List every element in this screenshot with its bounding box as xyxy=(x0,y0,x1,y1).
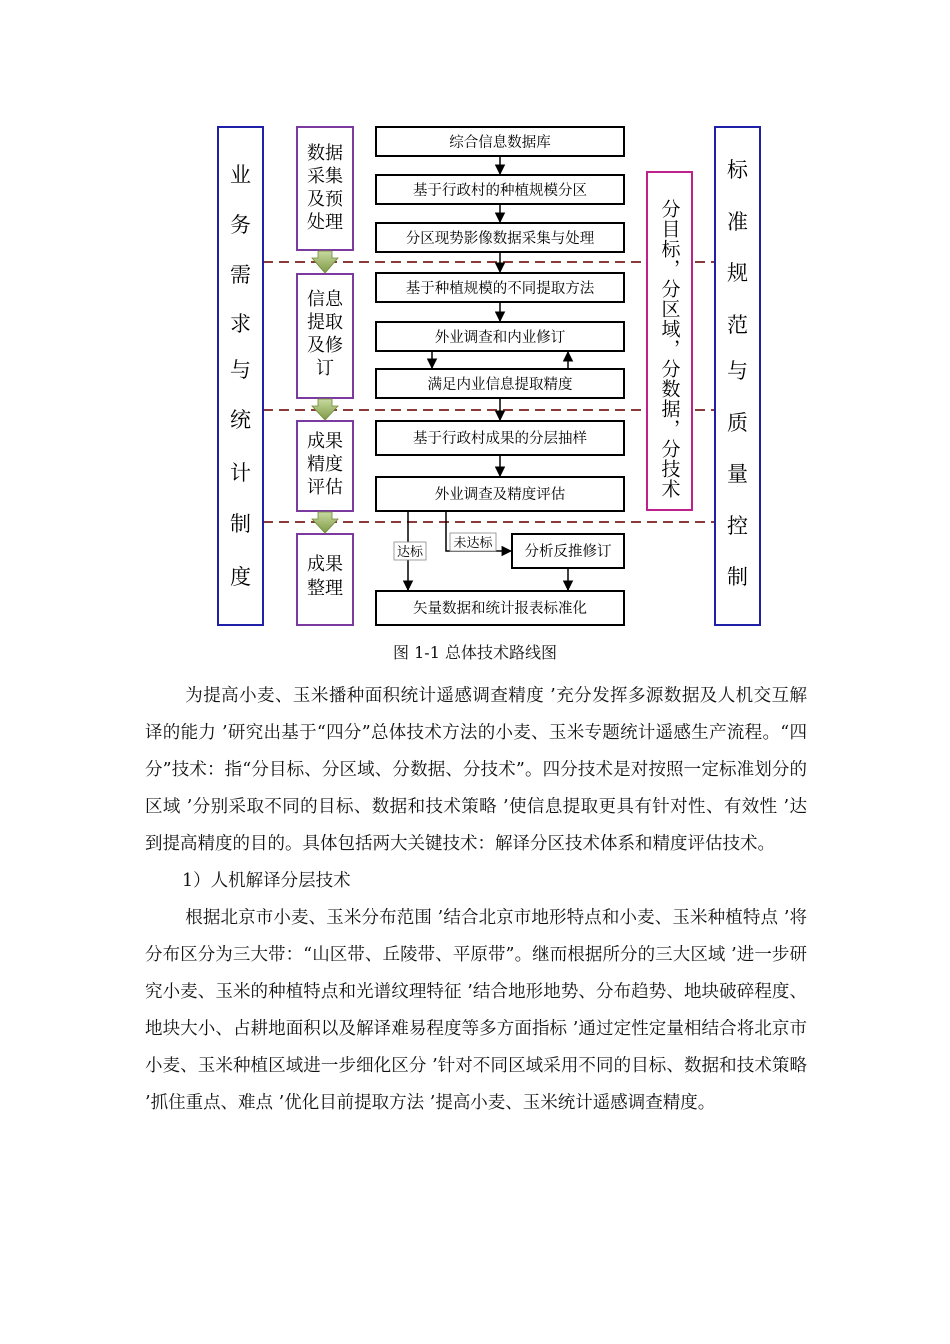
left-label-char: 务 xyxy=(230,213,251,237)
svg-text:数据: 数据 xyxy=(307,143,343,164)
left-label-char: 计 xyxy=(230,461,251,485)
right-label-char: 标 xyxy=(727,158,748,182)
flow-box-label: 分析反推修订 xyxy=(524,544,612,560)
left-label-char: 与 xyxy=(230,358,251,382)
left-label-char: 求 xyxy=(230,312,251,336)
svg-text:整理: 整理 xyxy=(307,578,343,599)
four-divisions-box xyxy=(647,172,692,510)
paragraph: 为提高小麦、玉米播种面积统计遥感调查精度 ’充分发挥多源数据及人机交互解译的能力 ’研究出基于“四分”总体技术方法的小麦、玉米专题统计遥感生产流程。“四分”技术：指“分目标、分区域、分数据、分技术”。四分技术是对按照一定标准划分的区域 ’分别采取不同的目标、数据和技术策略 ’使信息提取更具有针对性、有效性 ’达到提高精度的目的。具体包括两大关键技术：解译分区技术体系和精度评估技术。 xyxy=(145,686,807,854)
left-label-char: 统 xyxy=(230,408,251,432)
svg-text:未达标: 未达标 xyxy=(453,536,493,551)
branch-label-pass xyxy=(394,542,426,560)
svg-text:信息: 信息 xyxy=(307,289,343,310)
four-divisions-label: 分目标，分区域，分数据，分技术 xyxy=(658,199,681,499)
svg-text:达标: 达标 xyxy=(396,545,424,560)
stage-box-collect xyxy=(297,127,353,250)
green-down-arrow-icon xyxy=(312,251,338,273)
technical-roadmap-diagram xyxy=(0,0,950,640)
flow-box-label: 综合信息数据库 xyxy=(449,135,551,151)
stage-box-extract xyxy=(297,274,353,398)
flow-box-label: 基于行政村的种植规模分区 xyxy=(413,183,587,199)
right-label-char: 准 xyxy=(727,210,748,234)
flow-box-label: 基于行政村成果的分层抽样 xyxy=(413,431,587,447)
left-label-char: 需 xyxy=(230,263,251,287)
svg-text:订: 订 xyxy=(316,358,334,379)
svg-text:精度: 精度 xyxy=(307,454,343,475)
section-heading: 1）人机解译分层技术 xyxy=(182,871,351,891)
body-text xyxy=(145,678,807,1122)
left-label-char: 制 xyxy=(230,512,251,536)
green-down-arrow-icon xyxy=(312,512,338,533)
svg-text:及预: 及预 xyxy=(307,189,343,210)
stage-box-organize xyxy=(297,534,353,625)
svg-text:及修: 及修 xyxy=(307,335,343,356)
right-label-char: 范 xyxy=(727,313,748,337)
svg-text:处理: 处理 xyxy=(307,212,343,233)
left-label-char: 业 xyxy=(230,163,251,187)
svg-text:成果: 成果 xyxy=(307,554,343,575)
flow-box-label: 外业调查及精度评估 xyxy=(434,487,566,503)
flow-box-label: 满足内业信息提取精度 xyxy=(427,377,573,393)
right-label-char: 与 xyxy=(727,359,748,383)
right-label-char: 控 xyxy=(727,514,748,538)
flow-box-label: 矢量数据和统计报表标准化 xyxy=(413,601,587,617)
right-label-char: 质 xyxy=(727,411,748,435)
right-label-char: 制 xyxy=(727,565,748,589)
paragraph: 根据北京市小麦、玉米分布范围 ’结合北京市地形特点和小麦、玉米种植特点 ’将分布区分为三大带：“山区带、丘陵带、平原带”。继而根据所分的三大区域 ’进一步研究小麦、玉米的种植特点和光谱纹理特征 ’结合地形地势、分布趋势、地块破碎程度、地块大小、占耕地面积以及解译难易程度等多方面指标 ’通过定性定量相结合将北京市小麦、玉米种植区域进一步细化区分 ’针对不同区域采用不同的目标、数据和技术策略 ’抓住重点、难点 ’优化目前提取方法 ’提高小麦、玉米统计遥感调查精度。 xyxy=(145,908,807,1113)
svg-text:成果: 成果 xyxy=(307,431,343,452)
svg-text:提取: 提取 xyxy=(307,312,343,333)
green-down-arrow-icon xyxy=(312,399,338,420)
right-label-char: 量 xyxy=(727,462,748,486)
branch-label-fail xyxy=(450,533,496,551)
right-label-box xyxy=(715,127,760,625)
figure-caption: 图 1-1 总体技术路线图 xyxy=(393,643,557,662)
left-label-char: 度 xyxy=(230,565,251,589)
svg-text:评估: 评估 xyxy=(307,477,343,498)
flow-box-label: 分区现势影像数据采集与处理 xyxy=(405,231,595,247)
flow-box-label: 基于种植规模的不同提取方法 xyxy=(405,281,595,297)
flow-box-label: 外业调查和内业修订 xyxy=(434,330,566,346)
right-label-char: 规 xyxy=(727,261,748,285)
left-label-box xyxy=(218,127,263,625)
svg-text:采集: 采集 xyxy=(307,166,343,187)
stage-box-assess xyxy=(297,421,353,511)
